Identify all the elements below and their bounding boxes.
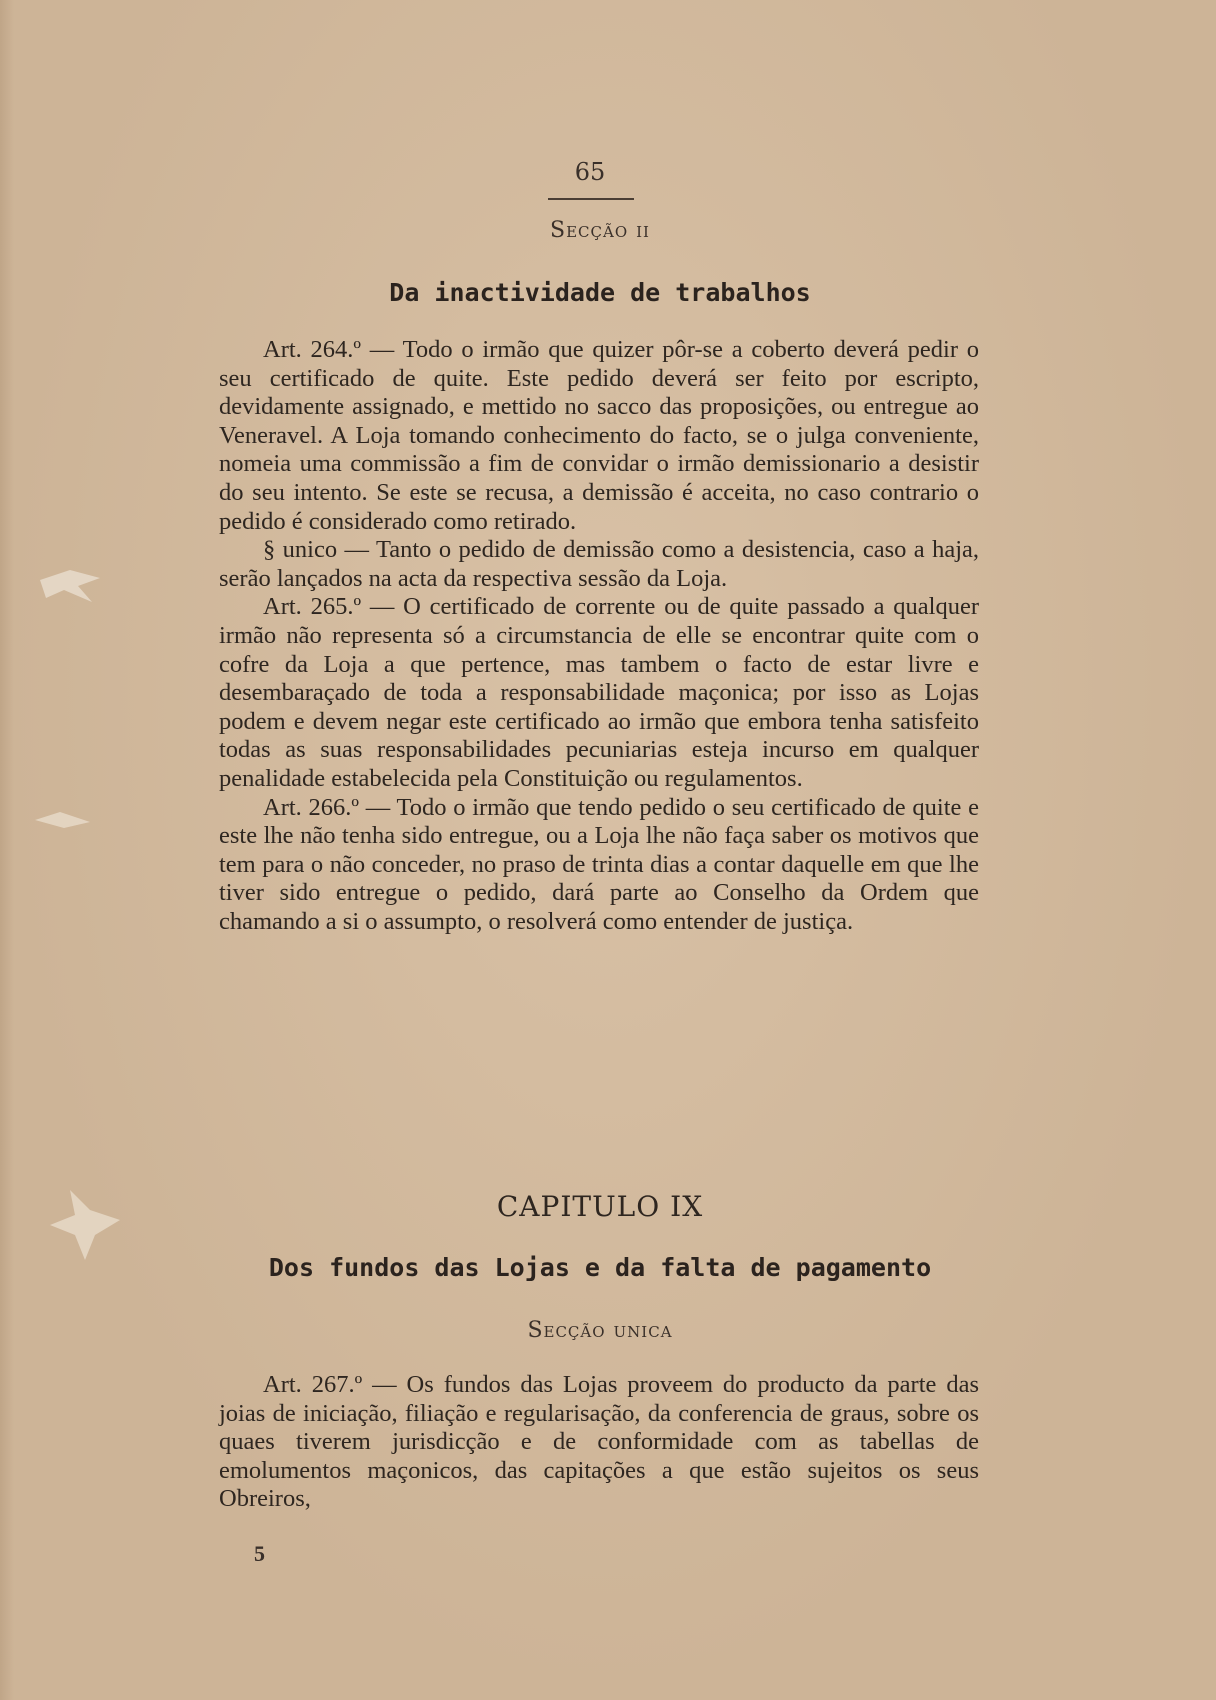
chapter-section-heading: Secção unica [527, 1318, 673, 1343]
article-266: Art. 266.º — Todo o irmão que tendo pedido o seu certificado de quite e este lhe não tenha sido entregue, ou a Loja lhe não faça saber os motivos que tem para o não conceder, no praso de trinta dias a contar daquelle em que lhe tiver sido entregue o pedido, dará parte ao Conselho da Ordem que chamando a si o assumpto, o resolverá como entender de justiça. [219, 793, 979, 935]
torn-edge-mark [40, 1180, 130, 1270]
torn-edge-mark [30, 550, 110, 610]
page-number: 65 [574, 158, 606, 186]
chapter-body [219, 1371, 979, 1514]
page-number-rule [548, 198, 634, 200]
chapter-heading: CAPITULO IX [496, 1190, 704, 1223]
section-body [219, 336, 979, 936]
article-265: Art. 265.º — O certificado de corrente ou de quite passado a qualquer irmão não representa só a circumstancia de elle se encontrar quite com o cofre da Loja a que pertence, mas tambem o facto de estar livre e desembaraçado de toda a responsabilidade maçonica; por isso as Lojas podem e devem negar este certificado ao irmão que embora tenha satisfeito todas as suas responsabilidades pecuniarias esteja incurso em qualquer penalidade estabelecida pela Constituição ou regulamentos. [219, 593, 979, 792]
paragraph-unico: § unico — Tanto o pedido de demissão como a desistencia, caso a haja, serão lançados na acta da respectiva sessão da Loja. [219, 536, 979, 592]
signature-mark: 5 [254, 1541, 265, 1566]
chapter-title: Dos fundos das Lojas e da falta de pagamento [268, 1253, 932, 1282]
section-title: Da inactividade de trabalhos [389, 278, 811, 307]
torn-edge-mark [30, 800, 100, 840]
article-264: Art. 264.º — Todo o irmão que quizer pôr-se a coberto deverá pedir o seu certificado de quite. Este pedido deverá ser feito por escripto, devidamente assignado, e mettido no sacco das proposições, ou entregue ao Veneravel. A Loja tomando conhecimento do facto, se o julga conveniente, nomeia uma commissão a fim de convidar o irmão demissionario a desistir do seu intento. Se este se recusa, a demissão é acceita, no caso contrario o pedido é considerado como retirado. [219, 336, 979, 535]
article-267: Art. 267.º — Os fundos das Lojas proveem do producto da parte das joias de iniciação, filiação e regularisação, da conferencia de graus, sobre os quaes tiverem jurisdicção e de conformidade com as tabellas de emolumentos maçonicos, das capitações a que estão sujeitos os seus Obreiros, [219, 1371, 979, 1513]
section-heading: Secção ii [550, 218, 650, 243]
